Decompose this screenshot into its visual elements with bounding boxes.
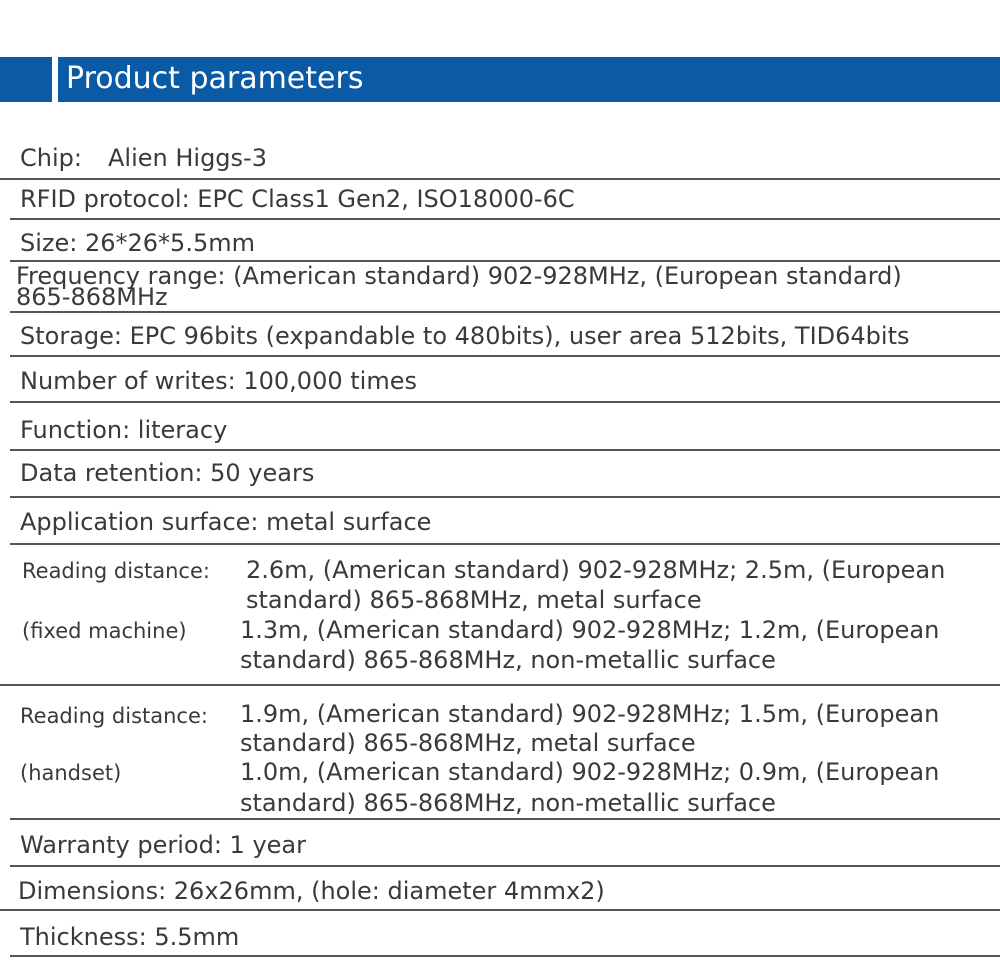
number-of-writes-row: Number of writes: 100,000 times xyxy=(20,367,417,395)
row-divider xyxy=(10,401,1000,403)
row-divider xyxy=(10,449,1000,451)
frequency-range-row-continued: 865-868MHz xyxy=(16,283,168,311)
size-row: Size: 26*26*5.5mm xyxy=(20,229,255,257)
reading-distance-handset-nonmetal-line2: standard) 865-868MHz, non-metallic surface xyxy=(240,789,776,817)
rfid-protocol-row: RFID protocol: EPC Class1 Gen2, ISO18000-6C xyxy=(20,185,575,213)
reading-distance-fixed-sublabel: (fixed machine) xyxy=(22,619,187,643)
row-divider xyxy=(10,355,1000,357)
chip-label: Chip: xyxy=(20,144,82,172)
reading-distance-fixed-nonmetal-line2: standard) 865-868MHz, non-metallic surface xyxy=(240,646,776,674)
reading-distance-handset-metal-line2: standard) 865-868MHz, metal surface xyxy=(240,729,696,757)
thickness-row: Thickness: 5.5mm xyxy=(20,923,240,951)
row-divider xyxy=(10,955,1000,957)
reading-distance-fixed-metal-line2: standard) 865-868MHz, metal surface xyxy=(246,586,702,614)
reading-distance-handset-metal-line1: 1.9m, (American standard) 902-928MHz; 1.5m, (European xyxy=(240,700,940,728)
row-divider xyxy=(10,218,1000,220)
chip-value: Alien Higgs-3 xyxy=(108,144,267,172)
reading-distance-handset-nonmetal-line1: 1.0m, (American standard) 902-928MHz; 0.9m, (European xyxy=(240,758,940,786)
banner-accent-notch xyxy=(52,57,58,102)
reading-distance-handset-sublabel: (handset) xyxy=(20,761,122,785)
row-divider xyxy=(0,178,1000,180)
reading-distance-handset-label: Reading distance: xyxy=(20,704,208,728)
frequency-range-row: Frequency range: (American standard) 902-928MHz, (European standard) xyxy=(16,262,902,290)
section-title: Product parameters xyxy=(66,61,364,96)
row-divider xyxy=(10,543,1000,545)
row-divider xyxy=(10,818,1000,820)
storage-row: Storage: EPC 96bits (expandable to 480bits), user area 512bits, TID64bits xyxy=(20,322,910,350)
reading-distance-fixed-metal-line1: 2.6m, (American standard) 902-928MHz; 2.5m, (European xyxy=(246,556,946,584)
warranty-period-row: Warranty period: 1 year xyxy=(20,831,306,859)
dimensions-row: Dimensions: 26x26mm, (hole: diameter 4mmx2) xyxy=(18,877,605,905)
reading-distance-fixed-nonmetal-line1: 1.3m, (American standard) 902-928MHz; 1.2m, (European xyxy=(240,616,940,644)
row-divider xyxy=(0,909,1000,911)
reading-distance-fixed-label: Reading distance: xyxy=(22,559,210,583)
application-surface-row: Application surface: metal surface xyxy=(20,508,432,536)
data-retention-row: Data retention: 50 years xyxy=(20,459,315,487)
row-divider xyxy=(0,684,1000,686)
row-divider xyxy=(10,865,1000,867)
function-row: Function: literacy xyxy=(20,416,228,444)
row-divider xyxy=(10,496,1000,498)
section-header-banner xyxy=(0,57,1000,102)
row-divider xyxy=(10,311,1000,313)
